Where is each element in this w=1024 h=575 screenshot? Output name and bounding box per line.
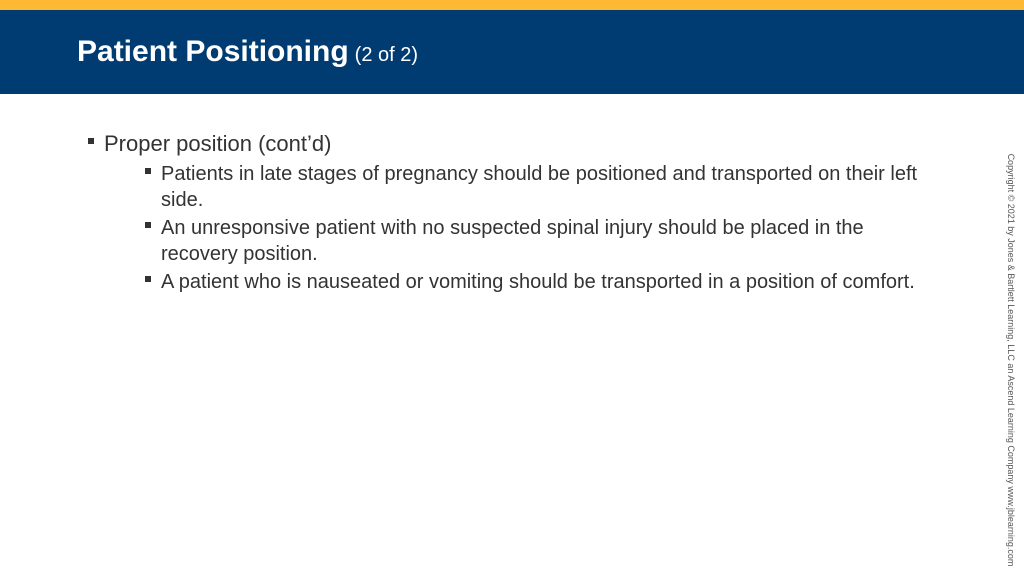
slide-title [77,34,418,73]
sub-bullet-text: A patient who is nauseated or vomiting should be transported in a position of comfort. [161,271,915,293]
sub-bullet-item [104,269,936,295]
slide-content [86,131,936,297]
sub-bullet-list [104,161,936,295]
square-bullet-icon [145,222,151,228]
sub-bullet-text: An unresponsive patient with no suspected spinal injury should be placed in the recovery position. [161,217,864,265]
slide-title-text: Patient Positioning [77,35,349,68]
square-bullet-icon [145,276,151,282]
copyright-notice: Copyright © 2021 by Jones & Bartlett Learning, LLC an Ascend Learning Company www.jblearning.com [1006,153,1016,567]
bullet-text: Proper position (cont’d) [104,131,332,156]
sub-bullet-text: Patients in late stages of pregnancy should be positioned and transported on their left side. [161,163,918,211]
square-bullet-icon [88,138,94,144]
slide-subtitle: (2 of 2) [354,44,419,66]
square-bullet-icon [145,168,151,174]
bullet-level-1 [86,131,936,295]
sub-bullet-item [104,215,936,267]
top-accent-bar [0,0,1024,10]
sub-bullet-item [104,161,936,213]
